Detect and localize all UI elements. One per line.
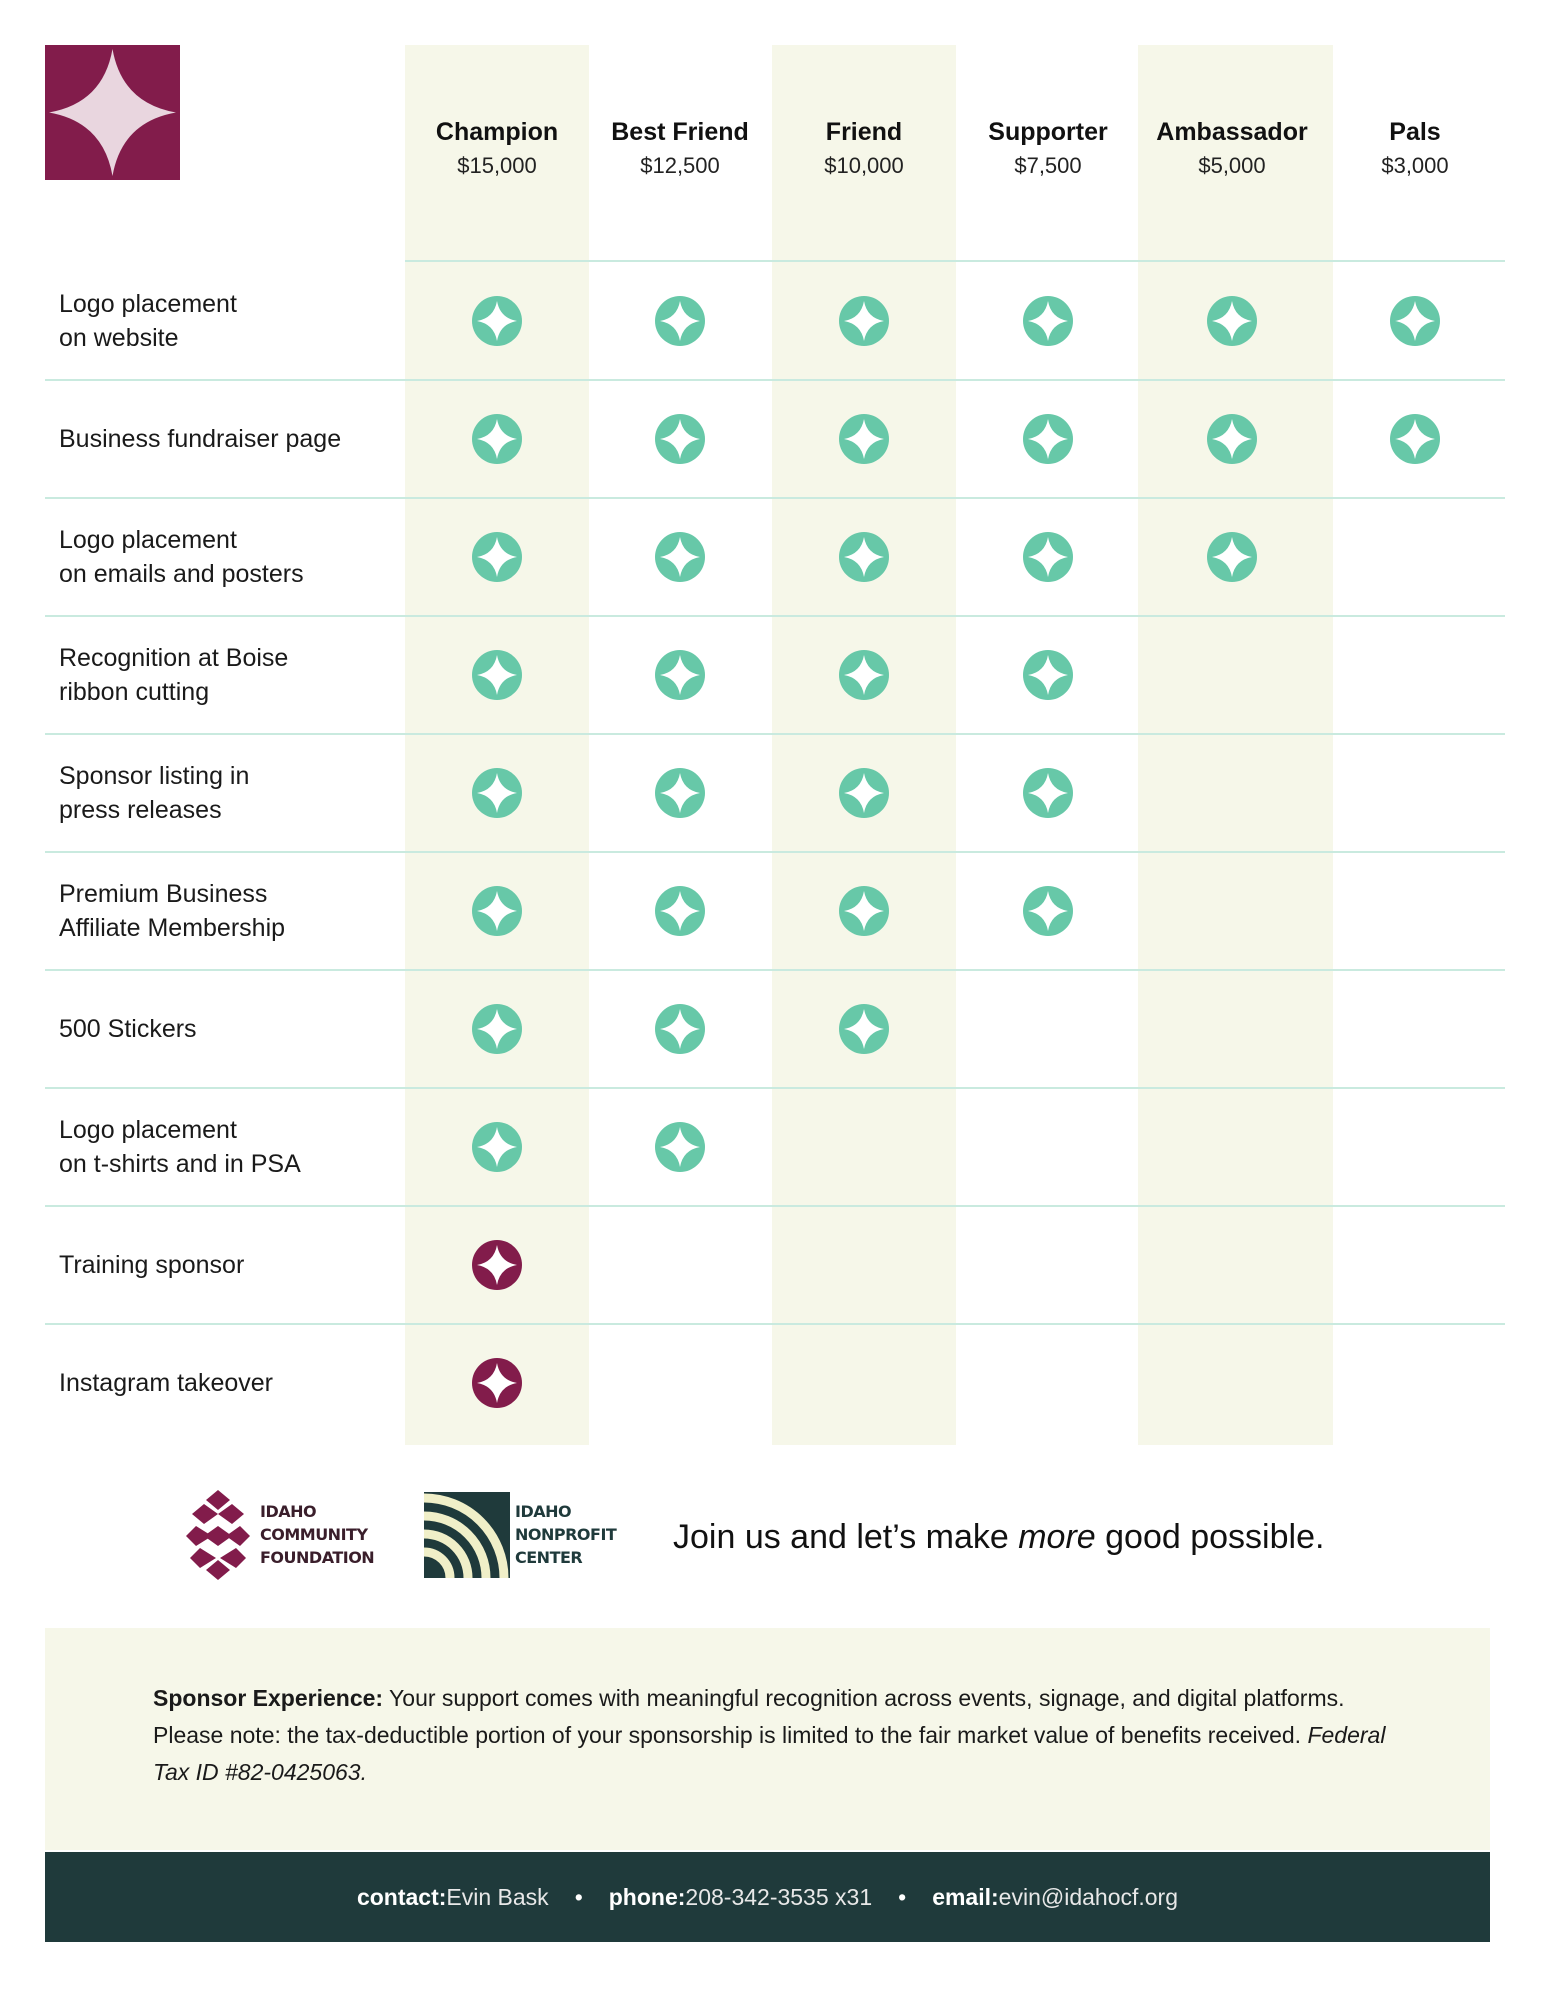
table-row [45,852,1505,970]
benefit-label-text: 500 Stickers [59,1015,197,1043]
tagline-emphasis: more [1018,1518,1096,1556]
tier-price: $5,000 [1198,153,1266,178]
table-row [45,734,1505,852]
star-mint-icon [655,650,705,700]
star-mint-icon [839,650,889,700]
star-mint-icon [1207,532,1257,582]
note-body: Your support comes with meaningful recognition across events, signage, and digital platforms. Please note: the tax-deductible portion of your sponsorship is limited to the fair market value of benefits received. [153,1685,1345,1748]
star-mint-icon [472,414,522,464]
table-row [45,1088,1505,1206]
tier-header-best-friend [588,118,772,179]
four-point-star-icon [45,45,180,180]
benefit-label-text: Training sponsor [59,1251,245,1279]
note-heading: Sponsor Experience: [153,1685,384,1711]
contact-label: contact: [356,1883,447,1910]
benefit-label-text: Recognition at Boise ribbon cutting [59,644,289,706]
brand-star-logo [45,45,180,180]
star-mint-icon [472,650,522,700]
star-mint-icon [1023,296,1073,346]
separator-dot: • [574,1883,583,1910]
star-mint-icon [839,414,889,464]
tagline-end: good possible. [1095,1518,1325,1556]
benefit-label [59,734,399,852]
sponsor-experience-text [153,1680,1403,1791]
star-plum-icon [472,1240,522,1290]
phone-number[interactable]: 208-342-3535 x31 [685,1883,873,1910]
star-mint-icon [472,296,522,346]
tax-id: Federal Tax ID #82-0425063. [153,1722,1386,1785]
tier-price: $15,000 [457,153,537,178]
table-row [45,1324,1505,1442]
email-address[interactable]: evin@idahocf.org [998,1883,1179,1910]
table-row [45,1206,1505,1324]
star-mint-icon [839,1004,889,1054]
idaho-nonprofit-center-logo [424,1492,510,1583]
star-mint-icon [655,1122,705,1172]
star-plum-icon [472,1358,522,1408]
star-mint-icon [655,532,705,582]
tier-price: $12,500 [640,153,720,178]
benefit-label-text: Instagram takeover [59,1369,273,1397]
idaho-community-foundation-logo [186,1490,250,1585]
star-mint-icon [1207,296,1257,346]
tier-header-champion [405,118,589,179]
star-mint-icon [655,768,705,818]
benefit-label [59,498,399,616]
tier-header-pals [1323,118,1507,179]
phone-label: phone: [608,1883,686,1910]
benefit-label [59,380,399,498]
arcs-icon [424,1492,510,1578]
tier-header-ambassador [1140,118,1324,179]
benefit-label-text: Premium Business Affiliate Membership [59,880,286,942]
contact-name: Evin Bask [446,1883,549,1910]
contact-footer [45,1852,1490,1942]
star-mint-icon [1023,886,1073,936]
pinecone-icon [186,1490,250,1580]
benefit-label-text: Logo placement on website [59,290,237,352]
table-row [45,262,1505,380]
star-mint-icon [839,532,889,582]
star-mint-icon [839,768,889,818]
star-mint-icon [1023,768,1073,818]
star-mint-icon [839,886,889,936]
benefit-label [59,852,399,970]
tier-name: Champion [435,118,559,146]
star-mint-icon [472,1004,522,1054]
tier-header-friend [772,118,956,179]
benefit-label [59,616,399,734]
star-mint-icon [1023,532,1073,582]
tier-name: Best Friend [611,118,749,146]
benefit-label [59,1324,399,1442]
benefit-label-text: Logo placement on emails and posters [59,526,304,588]
star-mint-icon [655,296,705,346]
tagline [673,1518,1324,1557]
star-mint-icon [1390,296,1440,346]
star-mint-icon [472,1122,522,1172]
table-row [45,380,1505,498]
tier-price: $7,500 [1014,153,1082,178]
star-mint-icon [1207,414,1257,464]
star-mint-icon [839,296,889,346]
tier-name: Pals [1389,118,1441,146]
star-mint-icon [655,414,705,464]
benefit-label [59,970,399,1088]
star-mint-icon [472,532,522,582]
email-label: email: [932,1883,999,1910]
sponsor-experience-box [45,1628,1490,1850]
star-mint-icon [1390,414,1440,464]
star-mint-icon [472,886,522,936]
separator-dot: • [898,1883,907,1910]
table-row [45,498,1505,616]
benefit-label [59,1088,399,1206]
table-row [45,970,1505,1088]
tier-price: $3,000 [1381,153,1449,178]
benefit-label-text: Sponsor listing in press releases [59,762,250,824]
inc-wordmark: IDAHO NONPROFIT CENTER [515,1502,617,1567]
tier-name: Ambassador [1156,118,1308,146]
benefit-label [59,262,399,380]
star-mint-icon [655,1004,705,1054]
star-mint-icon [655,886,705,936]
table-row [45,616,1505,734]
tier-price: $10,000 [824,153,904,178]
tier-header-supporter [956,118,1140,179]
benefit-label-text: Business fundraiser page [59,425,342,453]
tier-name: Supporter [988,118,1108,146]
star-mint-icon [1023,650,1073,700]
tagline-start: Join us and let’s make [673,1518,1019,1556]
star-mint-icon [472,768,522,818]
tier-name: Friend [825,118,903,146]
icf-wordmark: IDAHO COMMUNITY FOUNDATION [260,1502,375,1567]
benefit-label-text: Logo placement on t-shirts and in PSA [59,1116,301,1178]
benefit-label [59,1206,399,1324]
star-mint-icon [1023,414,1073,464]
